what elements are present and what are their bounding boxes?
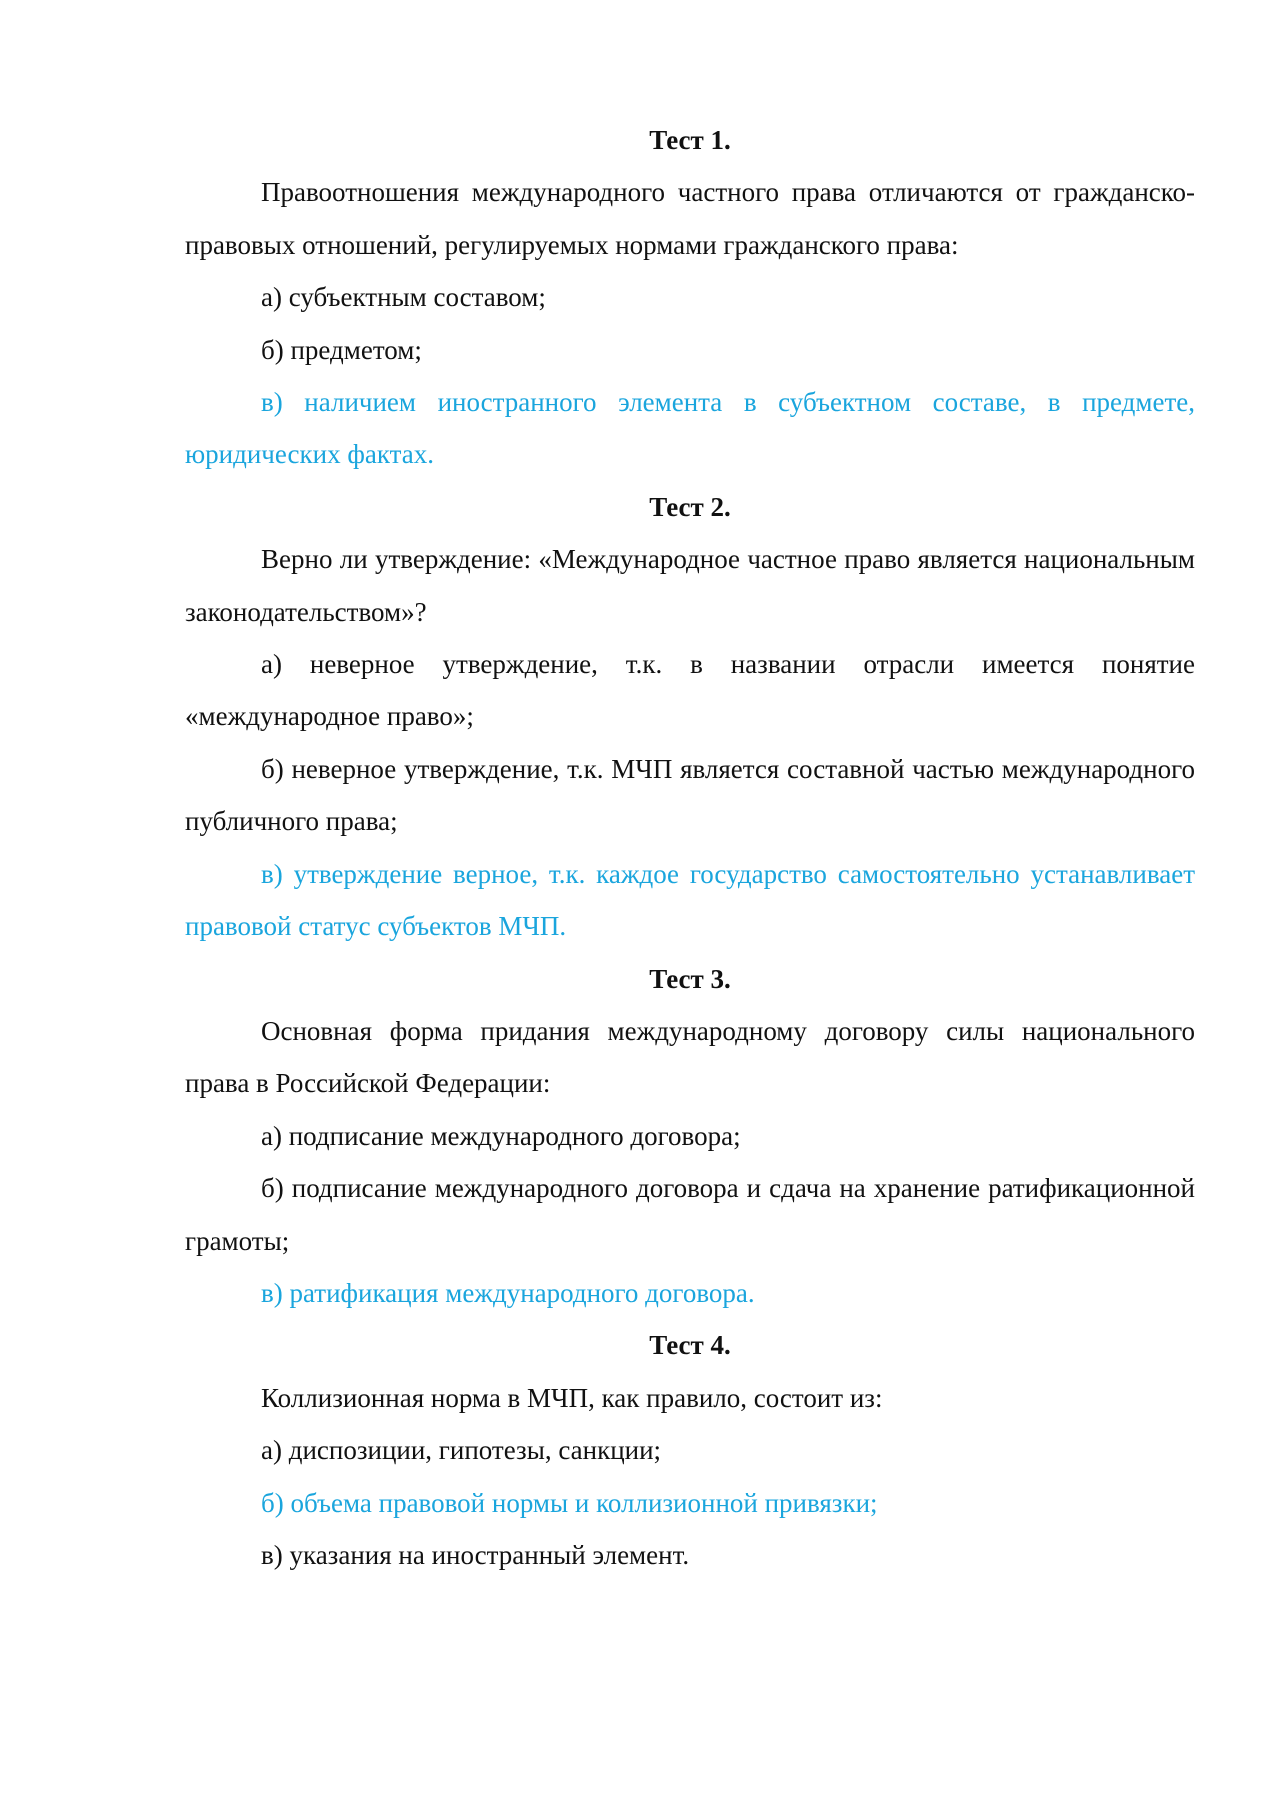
test-question: Правоотношения международного частного права отличаются от гражданско-правовых отношений, регулируемых нормами гражданского права: — [185, 177, 1195, 260]
test-title: Тест 1. — [649, 125, 731, 155]
document-page — [185, 114, 1195, 1581]
correct-answer-option: в) наличием иностранного элемента в субъектном составе, в предмете, юридических фактах. — [185, 387, 1195, 470]
test-2 — [185, 481, 1195, 953]
test-question: Верно ли утверждение: «Международное частное право является национальным законодательством»? — [185, 544, 1195, 627]
test-4 — [185, 1319, 1195, 1581]
answer-option: б) подписание международного договора и сдача на хранение ратификационной грамоты; — [185, 1173, 1195, 1256]
test-3 — [185, 953, 1195, 1320]
correct-answer-option: в) утверждение верное, т.к. каждое государство самостоятельно устанавливает правовой статус субъектов МЧП. — [185, 858, 1195, 942]
answer-option: а) неверное утверждение, т.к. в названии отрасли имеется понятие «международное право»; — [185, 649, 1195, 732]
answer-option: б) предметом; — [261, 334, 422, 365]
test-title: Тест 4. — [649, 1330, 731, 1361]
answer-option: б) неверное утверждение, т.к. МЧП является составной частью международного публичного права; — [185, 753, 1195, 837]
test-question: Коллизионная норма в МЧП, как правило, состоит из: — [261, 1382, 883, 1413]
test-title: Тест 3. — [649, 963, 731, 994]
answer-option: а) субъектным составом; — [261, 282, 546, 313]
test-title: Тест 2. — [649, 491, 731, 522]
answer-option: а) диспозиции, гипотезы, санкции; — [261, 1435, 662, 1466]
correct-answer-option: в) ратификация международного договора. — [261, 1277, 755, 1308]
test-question: Основная форма придания международному договору силы национального права в Российской Федерации: — [185, 1015, 1195, 1099]
answer-option: в) указания на иностранный элемент. — [261, 1539, 690, 1570]
answer-option: а) подписание международного договора; — [261, 1120, 741, 1151]
test-1 — [185, 114, 1195, 481]
correct-answer-option: б) объема правовой нормы и коллизионной привязки; — [261, 1487, 878, 1518]
